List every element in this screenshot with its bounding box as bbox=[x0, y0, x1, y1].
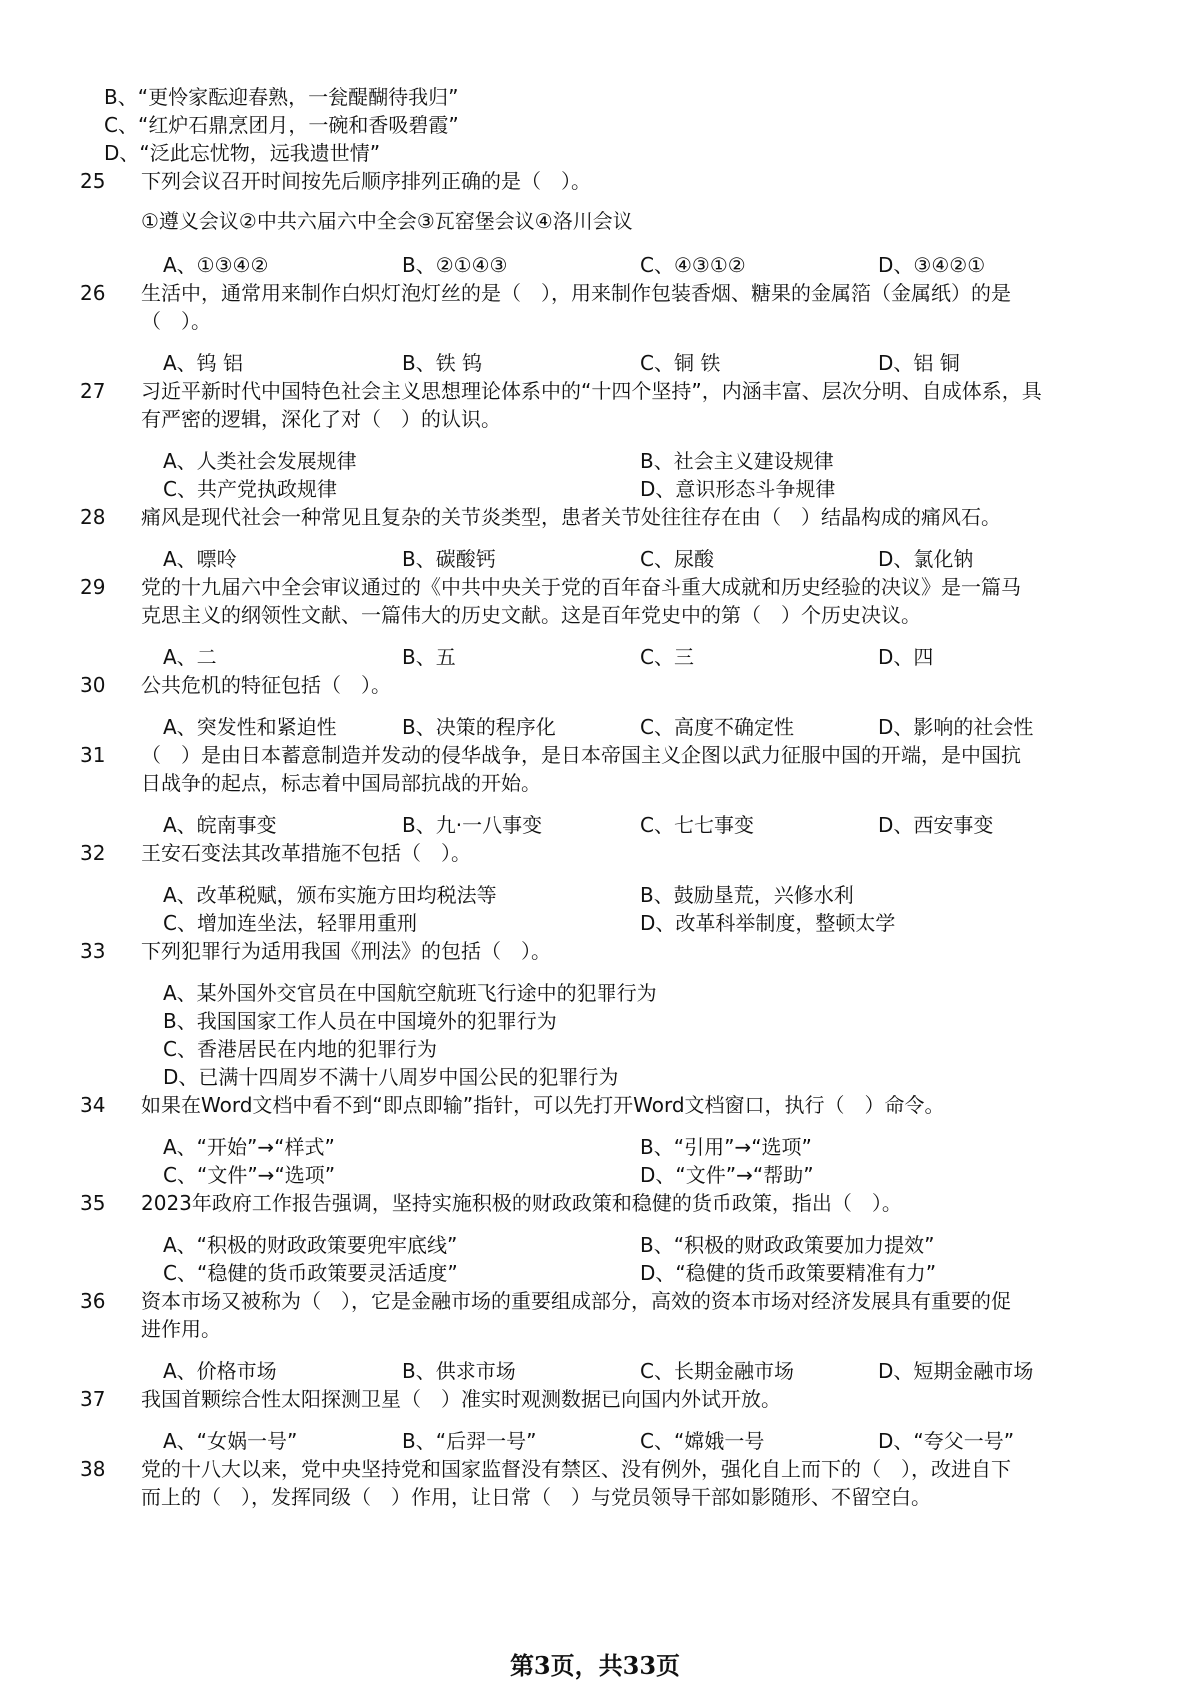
option-b: B、五 bbox=[402, 645, 456, 669]
option-b: B、“引用”→“选项” bbox=[640, 1135, 812, 1159]
option-a: A、“开始”→“样式” bbox=[163, 1135, 335, 1159]
question-text: 党的十八大以来，党中央坚持党和国家监督没有禁区、没有例外，强化自上而下的（ ），改进自下 bbox=[141, 1457, 1011, 1481]
option-a: A、某外国外交官员在中国航空航班飞行途中的犯罪行为 bbox=[163, 981, 657, 1005]
option-d: D、改革科举制度，整顿太学 bbox=[640, 911, 896, 935]
option-d-prev: D、“泛此忘忧物，远我遗世情” bbox=[104, 141, 381, 165]
question-number: 36 bbox=[80, 1289, 106, 1313]
option-d: D、已满十四周岁不满十八周岁中国公民的犯罪行为 bbox=[163, 1065, 619, 1089]
option-c: C、铜 铁 bbox=[640, 351, 721, 375]
option-c: C、三 bbox=[640, 645, 694, 669]
question-text: （ ）。 bbox=[141, 309, 211, 333]
option-c: C、尿酸 bbox=[640, 547, 714, 571]
question-text: 如果在Word文档中看不到“即点即输”指针，可以先打开Word文档窗口，执行（ ）命令。 bbox=[141, 1093, 945, 1117]
option-a: A、二 bbox=[163, 645, 217, 669]
question-text: （ ）是由日本蓄意制造并发动的侵华战争，是日本帝国主义企图以武力征服中国的开端，是中国抗 bbox=[141, 743, 1021, 767]
option-b: B、决策的程序化 bbox=[402, 715, 556, 739]
option-d: D、氯化钠 bbox=[878, 547, 974, 571]
question-text: 党的十九届六中全会审议通过的《中共中央关于党的百年奋斗重大成就和历史经验的决议》是一篇马 bbox=[141, 575, 1021, 599]
question-number: 25 bbox=[80, 169, 106, 193]
option-d: D、“夸父一号” bbox=[878, 1429, 1015, 1453]
option-a: A、改革税赋，颁布实施方田均税法等 bbox=[163, 883, 497, 907]
option-d: D、“稳健的货币政策要精准有力” bbox=[640, 1261, 937, 1285]
option-a: A、钨 铝 bbox=[163, 351, 244, 375]
option-a: A、“女娲一号” bbox=[163, 1429, 298, 1453]
question-number: 27 bbox=[80, 379, 106, 403]
option-b: B、鼓励垦荒，兴修水利 bbox=[640, 883, 854, 907]
question-text: 公共危机的特征包括（ ）。 bbox=[141, 673, 391, 697]
option-c: C、高度不确定性 bbox=[640, 715, 794, 739]
option-c: C、香港居民在内地的犯罪行为 bbox=[163, 1037, 437, 1061]
option-a: A、人类社会发展规律 bbox=[163, 449, 357, 473]
question-text: 日战争的起点，标志着中国局部抗战的开始。 bbox=[141, 771, 541, 795]
option-b: B、②①④③ bbox=[402, 253, 508, 277]
question-extra: ①遵义会议②中共六届六中全会③瓦窑堡会议④洛川会议 bbox=[141, 209, 633, 233]
question-number: 31 bbox=[80, 743, 106, 767]
question-number: 33 bbox=[80, 939, 106, 963]
option-d: D、③④②① bbox=[878, 253, 986, 277]
question-text: 痛风是现代社会一种常见且复杂的关节炎类型，患者关节处往往存在由（ ）结晶构成的痛风石。 bbox=[141, 505, 1001, 529]
question-text: 资本市场又被称为（ ），它是金融市场的重要组成部分，高效的资本市场对经济发展具有重要的促 bbox=[141, 1289, 1011, 1313]
option-b: B、供求市场 bbox=[402, 1359, 516, 1383]
option-d: D、影响的社会性 bbox=[878, 715, 1034, 739]
option-d: D、西安事变 bbox=[878, 813, 994, 837]
option-b: B、我国国家工作人员在中国境外的犯罪行为 bbox=[163, 1009, 557, 1033]
option-b: B、社会主义建设规律 bbox=[640, 449, 834, 473]
question-text: 进作用。 bbox=[141, 1317, 221, 1341]
option-c: C、七七事变 bbox=[640, 813, 754, 837]
option-a: A、嘌呤 bbox=[163, 547, 237, 571]
question-number: 38 bbox=[80, 1457, 106, 1481]
option-a: A、价格市场 bbox=[163, 1359, 277, 1383]
option-a: A、①③④② bbox=[163, 253, 269, 277]
question-text: 生活中，通常用来制作白炽灯泡灯丝的是（ ），用来制作包装香烟、糖果的金属箔（金属纸）的是 bbox=[141, 281, 1011, 305]
option-b: B、铁 钨 bbox=[402, 351, 483, 375]
option-c: C、“嫦娥一号 bbox=[640, 1429, 765, 1453]
option-d: D、“文件”→“帮助” bbox=[640, 1163, 814, 1187]
question-text: 我国首颗综合性太阳探测卫星（ ）准实时观测数据已向国内外试开放。 bbox=[141, 1387, 781, 1411]
option-b: B、“积极的财政政策要加力提效” bbox=[640, 1233, 935, 1257]
option-c: C、增加连坐法，轻罪用重刑 bbox=[163, 911, 417, 935]
question-number: 35 bbox=[80, 1191, 106, 1215]
option-a: A、突发性和紧迫性 bbox=[163, 715, 337, 739]
option-d: D、短期金融市场 bbox=[878, 1359, 1034, 1383]
option-b: B、九·一八事变 bbox=[402, 813, 543, 837]
question-number: 32 bbox=[80, 841, 106, 865]
option-b: B、碳酸钙 bbox=[402, 547, 496, 571]
option-c: C、共产党执政规律 bbox=[163, 477, 337, 501]
question-text: 习近平新时代中国特色社会主义思想理论体系中的“十四个坚持”，内涵丰富、层次分明、自成体系，具 bbox=[141, 379, 1042, 403]
question-text: 2023年政府工作报告强调，坚持实施积极的财政政策和稳健的货币政策，指出（ ）。 bbox=[141, 1191, 902, 1215]
option-d: D、四 bbox=[878, 645, 934, 669]
question-text: 王安石变法其改革措施不包括（ ）。 bbox=[141, 841, 471, 865]
option-c-prev: C、“红炉石鼎烹团月，一碗和香吸碧霞” bbox=[104, 113, 459, 137]
question-number: 37 bbox=[80, 1387, 106, 1411]
option-a: A、“积极的财政政策要兜牢底线” bbox=[163, 1233, 458, 1257]
question-text: 克思主义的纲领性文献、一篇伟大的历史文献。这是百年党史中的第（ ）个历史决议。 bbox=[141, 603, 921, 627]
question-number: 26 bbox=[80, 281, 106, 305]
question-number: 34 bbox=[80, 1093, 106, 1117]
page-number-footer: 第3页，共33页 bbox=[509, 1651, 681, 1680]
option-c: C、“稳健的货币政策要灵活适度” bbox=[163, 1261, 458, 1285]
question-text: 下列犯罪行为适用我国《刑法》的包括（ ）。 bbox=[141, 939, 551, 963]
option-d: D、意识形态斗争规律 bbox=[640, 477, 836, 501]
option-a: A、皖南事变 bbox=[163, 813, 277, 837]
option-c: C、长期金融市场 bbox=[640, 1359, 794, 1383]
question-number: 28 bbox=[80, 505, 106, 529]
question-text: 有严密的逻辑，深化了对（ ）的认识。 bbox=[141, 407, 501, 431]
question-text: 下列会议召开时间按先后顺序排列正确的是（ ）。 bbox=[141, 169, 591, 193]
question-number: 30 bbox=[80, 673, 106, 697]
option-d: D、铝 铜 bbox=[878, 351, 960, 375]
option-c: C、④③①② bbox=[640, 253, 746, 277]
question-number: 29 bbox=[80, 575, 106, 599]
option-b-prev: B、“更怜家酝迎春熟，一瓮醍醐待我归” bbox=[104, 85, 459, 109]
option-b: B、“后羿一号” bbox=[402, 1429, 537, 1453]
question-text: 而上的（ ），发挥同级（ ）作用，让日常（ ）与党员领导干部如影随形、不留空白。 bbox=[141, 1485, 931, 1509]
option-c: C、“文件”→“选项” bbox=[163, 1163, 336, 1187]
